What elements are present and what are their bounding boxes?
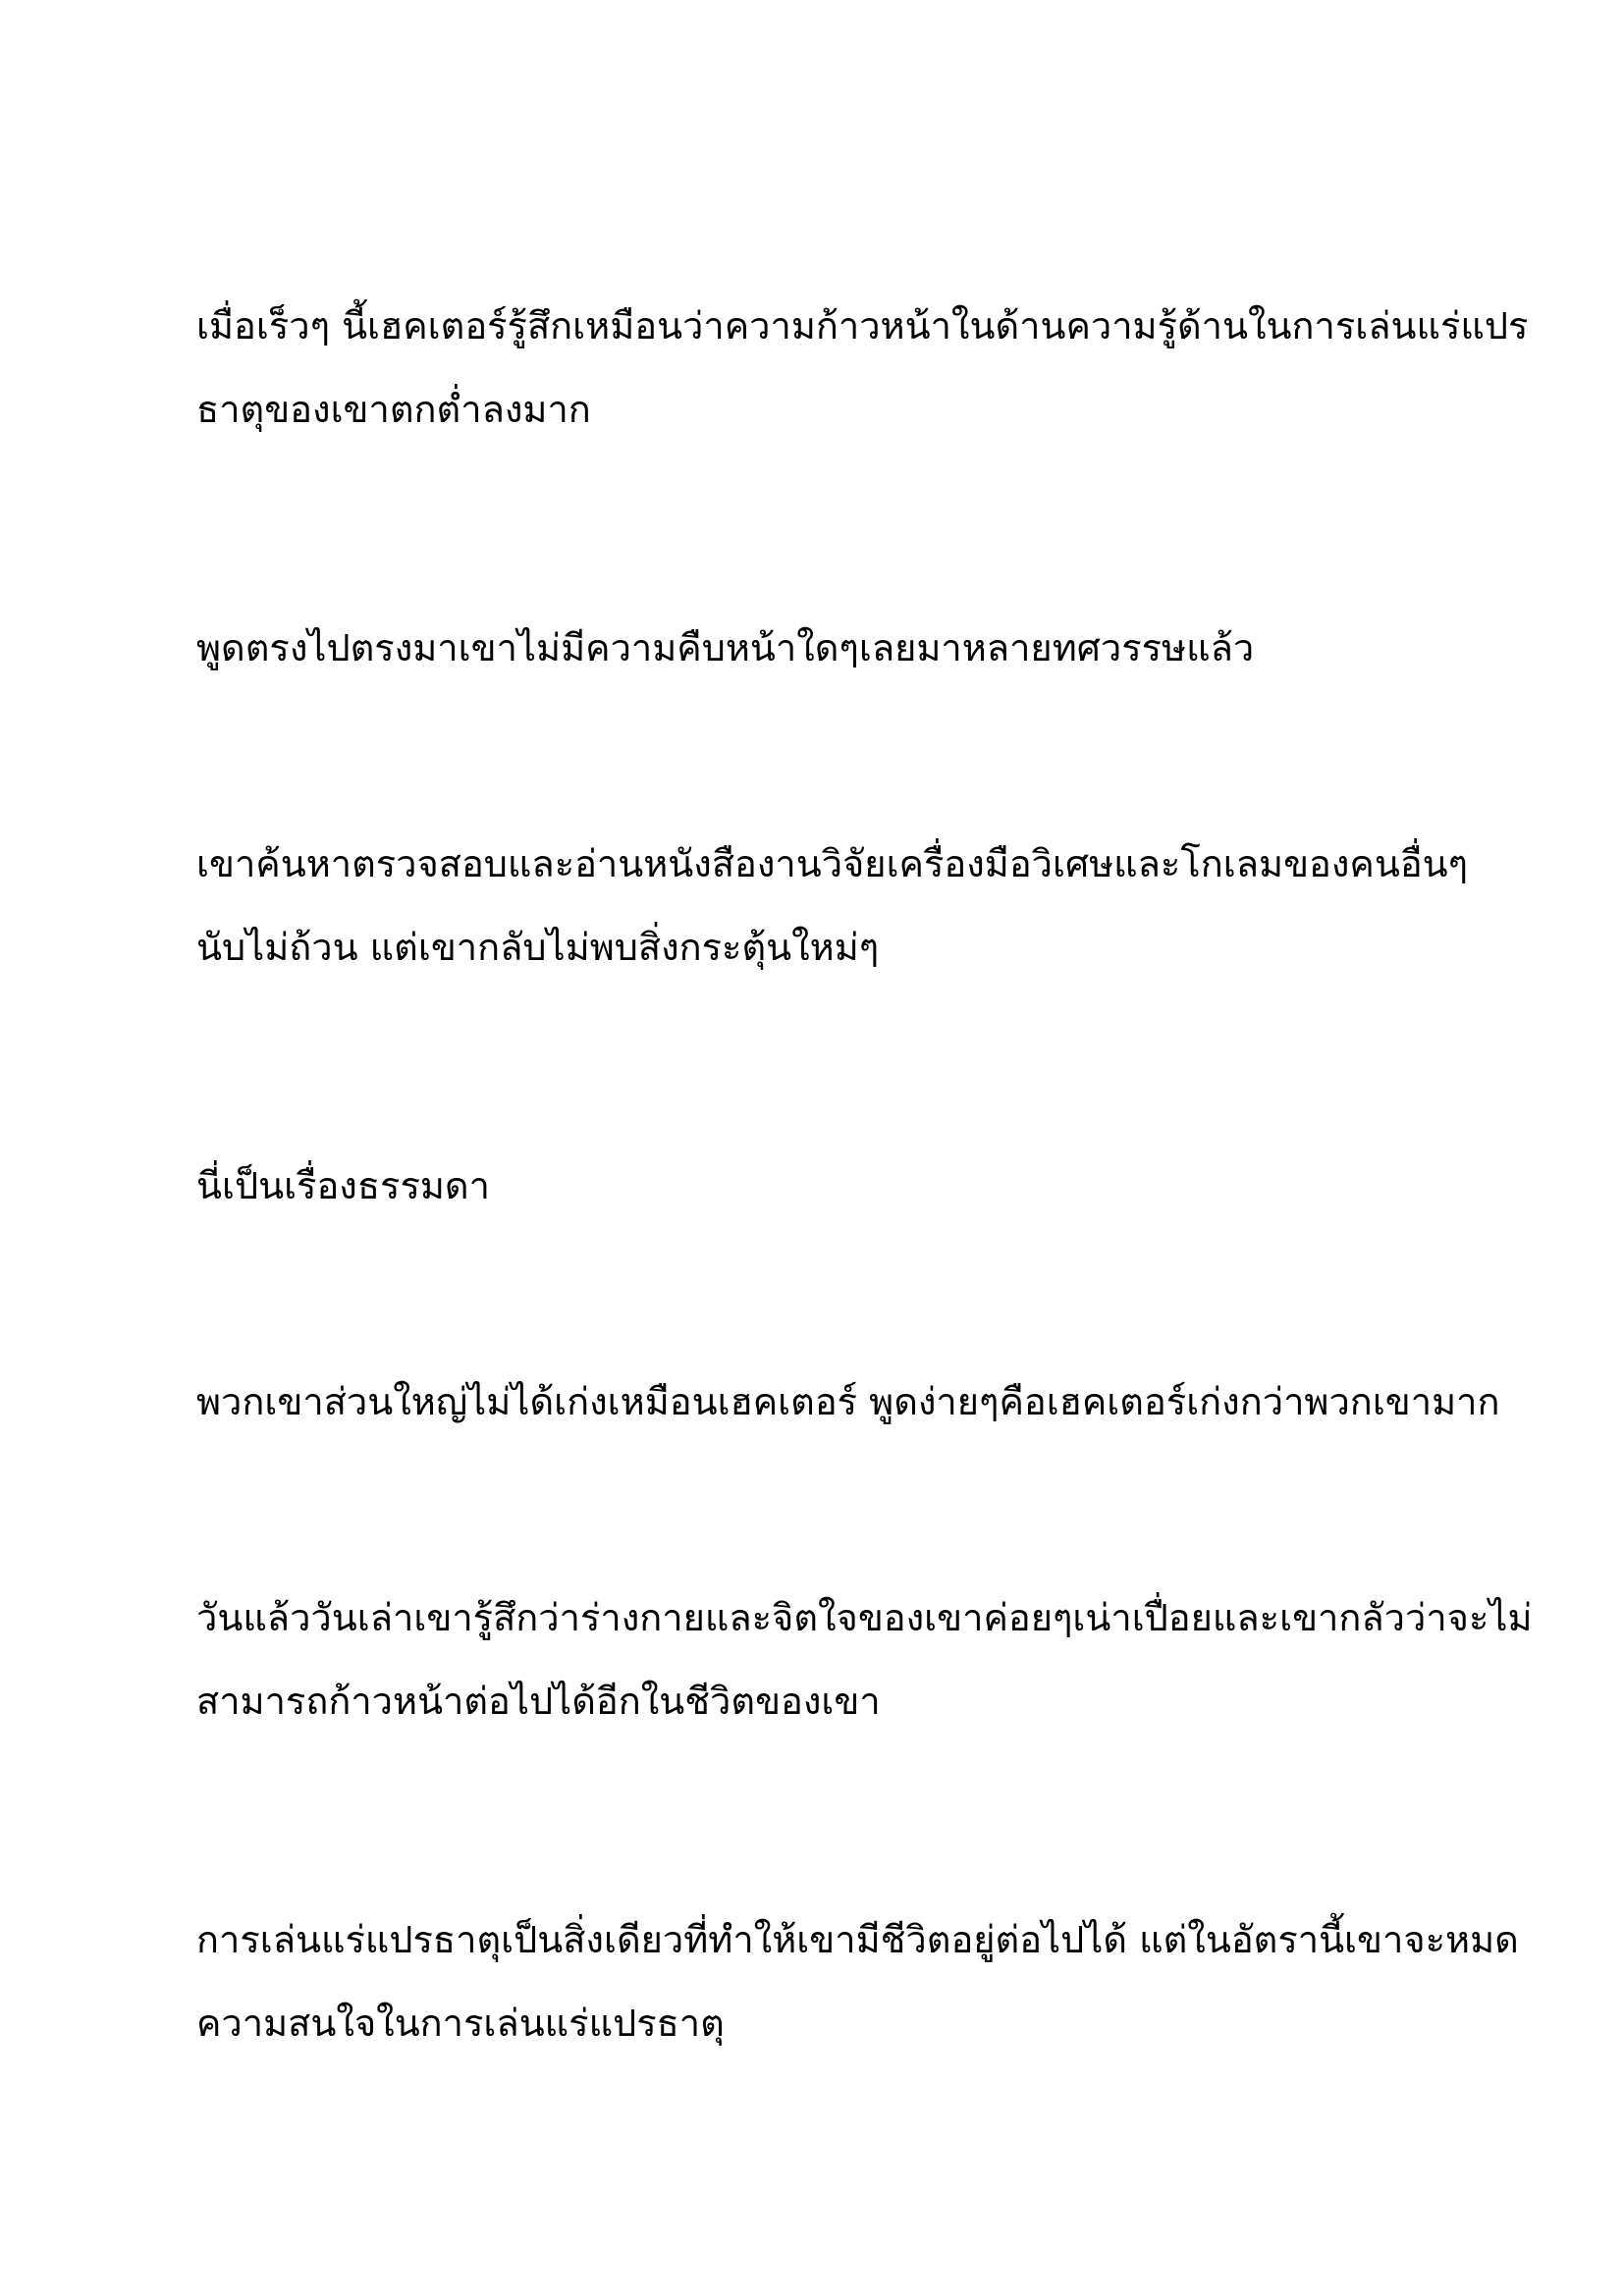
paragraph-5-line-1: พวกเขาส่วนใหญ่ไม่ได้เก่งเหมือนเฮคเตอร์ พูดง่ายๆคือเฮคเตอร์เก่งกว่าพวกเขามาก — [196, 1380, 1500, 1423]
paragraph-1-line-2: ธาตุของเขาตกต่ำลงมาก — [196, 388, 591, 431]
paragraph-4 — [196, 1145, 1463, 1228]
paragraph-3-line-2: นับไม่ถ้วน แต่เขากลับไม่พบสิ่งกระตุ้นใหม่ๆ — [196, 926, 880, 969]
paragraph-7-line-1: การเล่นแร่แปรธาตุเป็นสิ่งเดียวที่ทำให้เขามีชีวิตอยู่ต่อไปได้ แต่ในอัตรานี้เขาจะหมด — [196, 1918, 1519, 1961]
paragraph-3-line-1: เขาค้นหาตรวจสอบและอ่านหนังสืองานวิจัยเครื่องมือวิเศษและโกเลมของคนอื่นๆ — [196, 842, 1469, 885]
paragraph-7 — [196, 1898, 1519, 2065]
paragraph-5 — [196, 1361, 1500, 1444]
paragraph-6 — [196, 1576, 1533, 1743]
paragraph-6-line-2: สามารถก้าวหน้าต่อไปได้อีกในชีวิตของเขา — [196, 1680, 881, 1723]
paragraph-6-line-1: วันแล้ววันเล่าเขารู้สึกว่าร่างกายและจิตใจของเขาค่อยๆเน่าเปื่อยและเขากลัวว่าจะไม่ — [196, 1596, 1533, 1639]
paragraph-3 — [196, 823, 1469, 989]
paragraph-2-line-1: พูดตรงไปตรงมาเขาไม่มีความคืบหน้าใดๆเลยมาหลายทศวรรษแล้ว — [196, 626, 1255, 669]
paragraph-1 — [196, 285, 1529, 452]
paragraph-2 — [196, 607, 1463, 690]
paragraph-7-line-2: ความสนใจในการเล่นแร่แปรธาตุ — [196, 2002, 725, 2045]
paragraph-1-line-1: เมื่อเร็วๆ นี้เฮคเตอร์รู้สึกเหมือนว่าความก้าวหน้าในด้านความรู้ด้านในการเล่นแร่แปร — [196, 304, 1529, 347]
paragraph-4-line-1: นี่เป็นเรื่องธรรมดา — [196, 1164, 490, 1207]
